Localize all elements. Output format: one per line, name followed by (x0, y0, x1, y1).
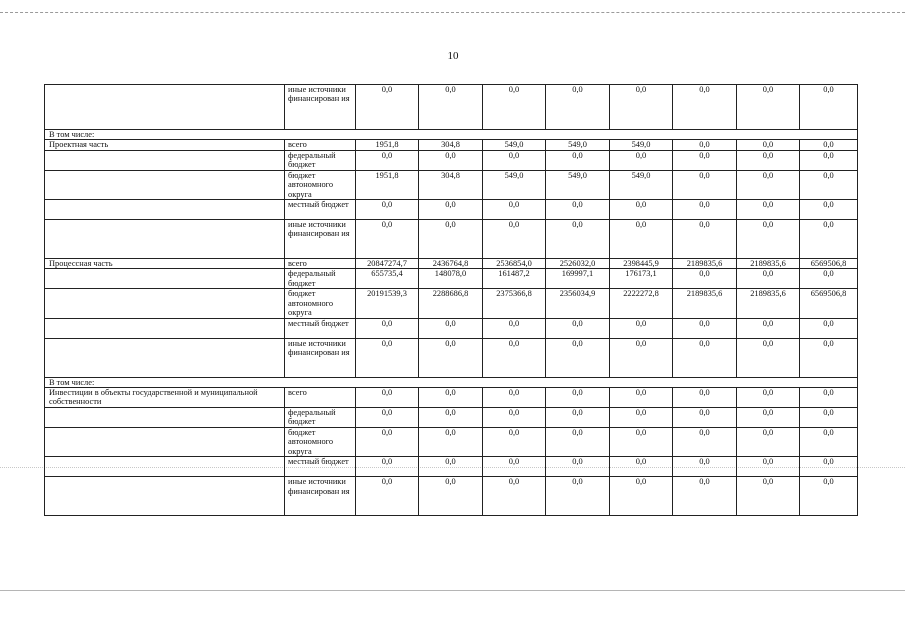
value-cell: 2189835,6 (737, 259, 800, 269)
value-cell: 20847274,7 (356, 259, 419, 269)
value-cell: 2189835,6 (673, 259, 737, 269)
group-label-continuation (45, 407, 285, 427)
value-cell: 0,0 (673, 150, 737, 170)
value-cell: 2189835,6 (673, 289, 737, 318)
value-cell: 0,0 (673, 269, 737, 289)
value-cell: 0,0 (356, 338, 419, 377)
value-cell: 0,0 (419, 427, 483, 456)
group-label-continuation (45, 318, 285, 338)
value-cell: 549,0 (610, 140, 673, 150)
value-cell: 0,0 (673, 140, 737, 150)
value-cell: 0,0 (546, 407, 610, 427)
group-label: Инвестиции в объекты государственной и муниципальной собственности (45, 388, 285, 408)
value-cell: 0,0 (673, 200, 737, 220)
value-cell: 0,0 (356, 200, 419, 220)
value-cell: 0,0 (546, 388, 610, 408)
group-label-continuation (45, 477, 285, 516)
value-cell: 0,0 (483, 457, 546, 477)
value-cell: 0,0 (483, 477, 546, 516)
value-cell: 0,0 (673, 220, 737, 259)
funding-source-cell: всего (285, 388, 356, 408)
value-cell: 0,0 (800, 170, 858, 199)
value-cell: 1951,8 (356, 170, 419, 199)
value-cell: 0,0 (673, 170, 737, 199)
value-cell: 0,0 (610, 388, 673, 408)
value-cell: 0,0 (483, 388, 546, 408)
empty-label-cell (45, 85, 285, 130)
value-cell: 0,0 (419, 220, 483, 259)
group-label-continuation (45, 338, 285, 377)
value-cell: 2526032,0 (546, 259, 610, 269)
value-cell: 0,0 (483, 220, 546, 259)
table-row (45, 170, 858, 199)
value-cell: 0,0 (673, 477, 737, 516)
funding-source-cell: иные источники финансирован ия (285, 338, 356, 377)
funding-source-cell: федеральный бюджет (285, 150, 356, 170)
value-cell: 0,0 (673, 85, 737, 130)
value-cell: 0,0 (356, 477, 419, 516)
value-cell: 0,0 (737, 220, 800, 259)
section-header: В том числе: (45, 130, 858, 140)
value-cell: 0,0 (800, 150, 858, 170)
value-cell: 0,0 (356, 457, 419, 477)
value-cell: 0,0 (673, 388, 737, 408)
table-row (45, 477, 858, 516)
scan-line-bottom (0, 590, 905, 591)
value-cell: 304,8 (419, 170, 483, 199)
table-row (45, 289, 858, 318)
group-label: Процессная часть (45, 259, 285, 269)
group-label-continuation (45, 289, 285, 318)
value-cell: 304,8 (419, 140, 483, 150)
value-cell: 169997,1 (546, 269, 610, 289)
value-cell: 1951,8 (356, 140, 419, 150)
funding-source-cell: всего (285, 259, 356, 269)
value-cell: 0,0 (419, 200, 483, 220)
value-cell: 0,0 (737, 140, 800, 150)
value-cell: 2189835,6 (737, 289, 800, 318)
table-row (45, 200, 858, 220)
value-cell: 0,0 (737, 269, 800, 289)
value-cell: 0,0 (610, 427, 673, 456)
value-cell: 6569506,8 (800, 259, 858, 269)
table-row (45, 338, 858, 377)
value-cell: 549,0 (610, 170, 673, 199)
value-cell: 549,0 (483, 170, 546, 199)
value-cell: 0,0 (546, 85, 610, 130)
funding-source-cell: бюджет автономного округа (285, 427, 356, 456)
value-cell: 0,0 (800, 140, 858, 150)
value-cell: 2436764,8 (419, 259, 483, 269)
value-cell: 0,0 (546, 457, 610, 477)
value-cell: 0,0 (737, 427, 800, 456)
value-cell: 2356034,9 (546, 289, 610, 318)
value-cell: 0,0 (546, 338, 610, 377)
table-row (45, 388, 858, 408)
value-cell: 0,0 (483, 427, 546, 456)
table-row (45, 259, 858, 269)
value-cell: 0,0 (737, 338, 800, 377)
value-cell: 20191539,3 (356, 289, 419, 318)
funding-source-cell: федеральный бюджет (285, 269, 356, 289)
value-cell: 0,0 (610, 220, 673, 259)
value-cell: 2375366,8 (483, 289, 546, 318)
table-row (45, 269, 858, 289)
value-cell: 0,0 (419, 388, 483, 408)
table-row (45, 318, 858, 338)
table-row (45, 85, 858, 130)
group-label: Проектная часть (45, 140, 285, 150)
funding-source-cell: бюджет автономного округа (285, 289, 356, 318)
group-label-continuation (45, 457, 285, 477)
group-label-continuation (45, 200, 285, 220)
value-cell: 0,0 (800, 85, 858, 130)
value-cell: 0,0 (419, 85, 483, 130)
value-cell: 0,0 (737, 388, 800, 408)
value-cell: 0,0 (419, 338, 483, 377)
funding-source-cell: местный бюджет (285, 200, 356, 220)
value-cell: 0,0 (483, 200, 546, 220)
value-cell: 2536854,0 (483, 259, 546, 269)
funding-source-cell: бюджет автономного округа (285, 170, 356, 199)
value-cell: 0,0 (800, 318, 858, 338)
funding-source-cell: иные источники финансирован ия (285, 477, 356, 516)
value-cell: 0,0 (800, 427, 858, 456)
value-cell: 0,0 (800, 269, 858, 289)
value-cell: 0,0 (546, 220, 610, 259)
value-cell: 2398445,9 (610, 259, 673, 269)
value-cell: 0,0 (673, 427, 737, 456)
value-cell: 0,0 (737, 457, 800, 477)
value-cell: 0,0 (546, 318, 610, 338)
page-number: 10 (447, 50, 459, 62)
value-cell: 0,0 (800, 477, 858, 516)
funding-source-cell: иные источники финансирован ия (285, 85, 356, 130)
budget-table-body (45, 85, 858, 516)
table-row (45, 407, 858, 427)
section-header-row (45, 377, 858, 387)
funding-source-cell: местный бюджет (285, 318, 356, 338)
section-header: В том числе: (45, 377, 858, 387)
value-cell: 0,0 (800, 220, 858, 259)
table-row (45, 427, 858, 456)
value-cell: 0,0 (356, 427, 419, 456)
value-cell: 0,0 (356, 150, 419, 170)
value-cell: 0,0 (800, 200, 858, 220)
value-cell: 0,0 (419, 407, 483, 427)
value-cell: 0,0 (737, 85, 800, 130)
group-label-continuation (45, 150, 285, 170)
value-cell: 148078,0 (419, 269, 483, 289)
value-cell: 0,0 (673, 318, 737, 338)
value-cell: 0,0 (737, 407, 800, 427)
value-cell: 0,0 (673, 407, 737, 427)
value-cell: 0,0 (546, 477, 610, 516)
value-cell: 655735,4 (356, 269, 419, 289)
value-cell: 0,0 (737, 318, 800, 338)
value-cell: 549,0 (546, 140, 610, 150)
group-label-continuation (45, 220, 285, 259)
value-cell: 0,0 (800, 338, 858, 377)
value-cell: 176173,1 (610, 269, 673, 289)
value-cell: 2222272,8 (610, 289, 673, 318)
table-row (45, 220, 858, 259)
value-cell: 0,0 (610, 150, 673, 170)
value-cell: 0,0 (419, 457, 483, 477)
value-cell: 0,0 (737, 150, 800, 170)
value-cell: 0,0 (610, 338, 673, 377)
value-cell: 0,0 (483, 338, 546, 377)
value-cell: 549,0 (483, 140, 546, 150)
value-cell: 0,0 (737, 170, 800, 199)
value-cell: 0,0 (419, 318, 483, 338)
table-row (45, 457, 858, 477)
funding-source-cell: местный бюджет (285, 457, 356, 477)
group-label-continuation (45, 427, 285, 456)
group-label-continuation (45, 269, 285, 289)
funding-source-cell: федеральный бюджет (285, 407, 356, 427)
value-cell: 0,0 (546, 427, 610, 456)
scan-line-top (0, 12, 905, 13)
value-cell: 0,0 (737, 200, 800, 220)
value-cell: 0,0 (483, 85, 546, 130)
value-cell: 0,0 (356, 388, 419, 408)
value-cell: 0,0 (610, 85, 673, 130)
value-cell: 0,0 (356, 318, 419, 338)
value-cell: 0,0 (800, 388, 858, 408)
table-row (45, 150, 858, 170)
value-cell: 0,0 (483, 150, 546, 170)
funding-source-cell: иные источники финансирован ия (285, 220, 356, 259)
value-cell: 0,0 (673, 338, 737, 377)
value-cell: 0,0 (610, 200, 673, 220)
value-cell: 0,0 (483, 318, 546, 338)
value-cell: 0,0 (419, 477, 483, 516)
value-cell: 0,0 (610, 477, 673, 516)
value-cell: 0,0 (737, 477, 800, 516)
value-cell: 161487,2 (483, 269, 546, 289)
value-cell: 0,0 (419, 150, 483, 170)
value-cell: 0,0 (610, 318, 673, 338)
value-cell: 0,0 (356, 407, 419, 427)
value-cell: 549,0 (546, 170, 610, 199)
value-cell: 0,0 (610, 407, 673, 427)
value-cell: 0,0 (483, 407, 546, 427)
value-cell: 0,0 (800, 407, 858, 427)
value-cell: 0,0 (800, 457, 858, 477)
value-cell: 0,0 (610, 457, 673, 477)
section-header-row (45, 130, 858, 140)
value-cell: 0,0 (356, 85, 419, 130)
table-row (45, 140, 858, 150)
value-cell: 0,0 (673, 457, 737, 477)
budget-table (44, 84, 858, 516)
value-cell: 0,0 (356, 220, 419, 259)
value-cell: 2288686,8 (419, 289, 483, 318)
value-cell: 6569506,8 (800, 289, 858, 318)
funding-source-cell: всего (285, 140, 356, 150)
value-cell: 0,0 (546, 150, 610, 170)
value-cell: 0,0 (546, 200, 610, 220)
group-label-continuation (45, 170, 285, 199)
